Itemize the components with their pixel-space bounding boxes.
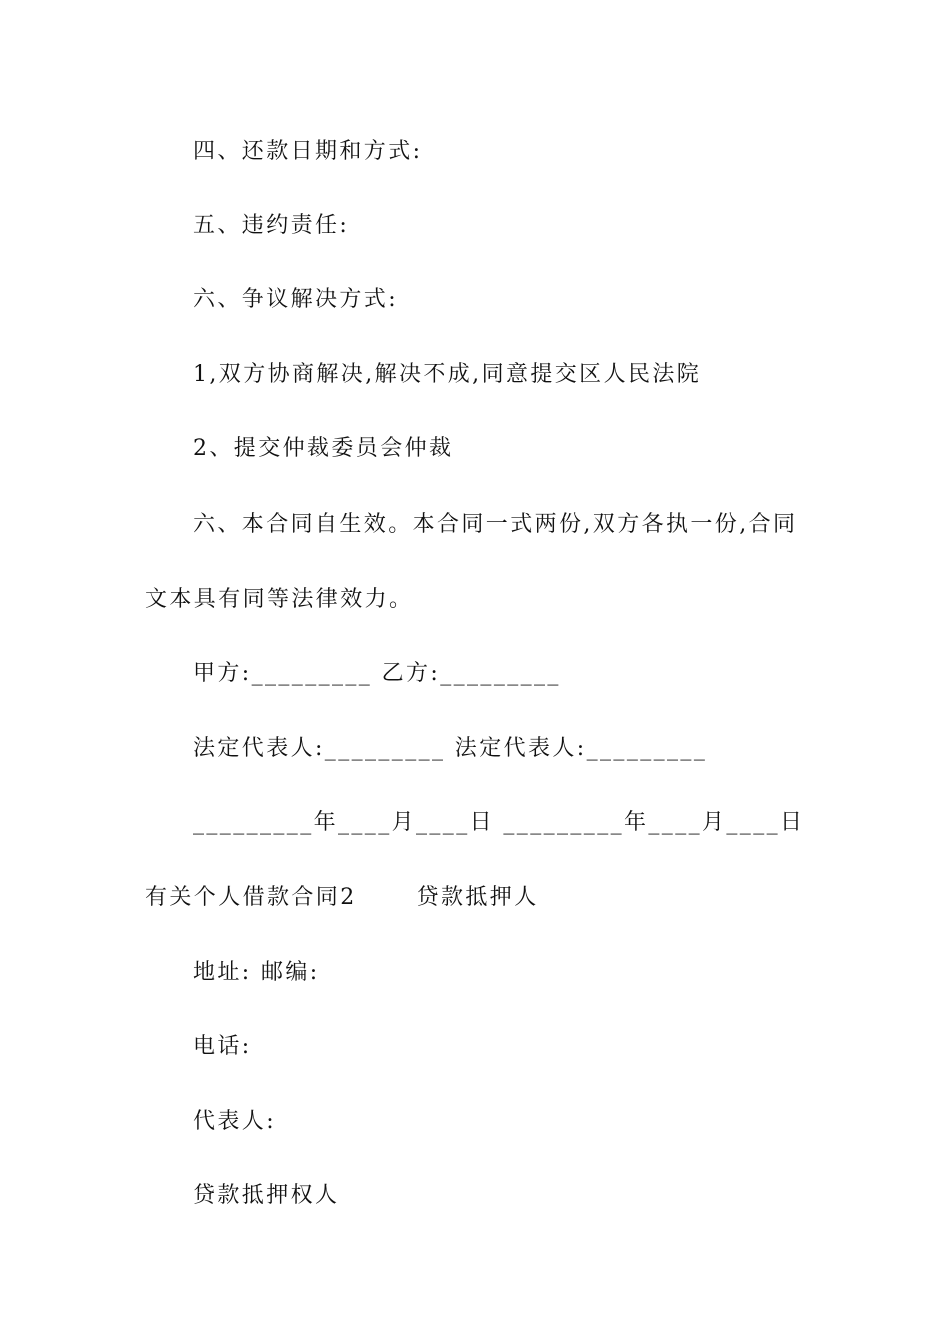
clause-effect-line1: 六、本合同自生效。本合同一式两份,双方各执一份,合同	[193, 512, 798, 537]
section-heading	[145, 883, 539, 913]
signature-representatives: 法定代表人:_________ 法定代表人:_________	[193, 736, 708, 761]
clause-liability: 五、违约责任:	[193, 213, 350, 238]
clause-dispute: 六、争议解决方式:	[193, 287, 399, 312]
signature-dates: _________年____月____日 _________年____月____日	[193, 810, 805, 835]
clause-effect-line2: 文本具有同等法律效力。	[145, 587, 414, 612]
representative-label: 代表人:	[193, 1109, 277, 1134]
dispute-option-2: 2、提交仲裁委员会仲裁	[193, 436, 454, 461]
mortgagee-label: 贷款抵押权人	[193, 1183, 340, 1208]
dispute-option-1: 1,双方协商解决,解决不成,同意提交区人民法院	[193, 362, 702, 387]
signature-parties: 甲方:_________ 乙方:_________	[193, 661, 561, 686]
mortgagor-label: 贷款抵押人	[416, 885, 539, 910]
address-postcode: 地址: 邮编:	[193, 960, 320, 985]
clause-repayment: 四、还款日期和方式:	[193, 139, 423, 164]
contract-title: 有关个人借款合同2	[145, 885, 357, 910]
phone-label: 电话:	[193, 1034, 252, 1059]
